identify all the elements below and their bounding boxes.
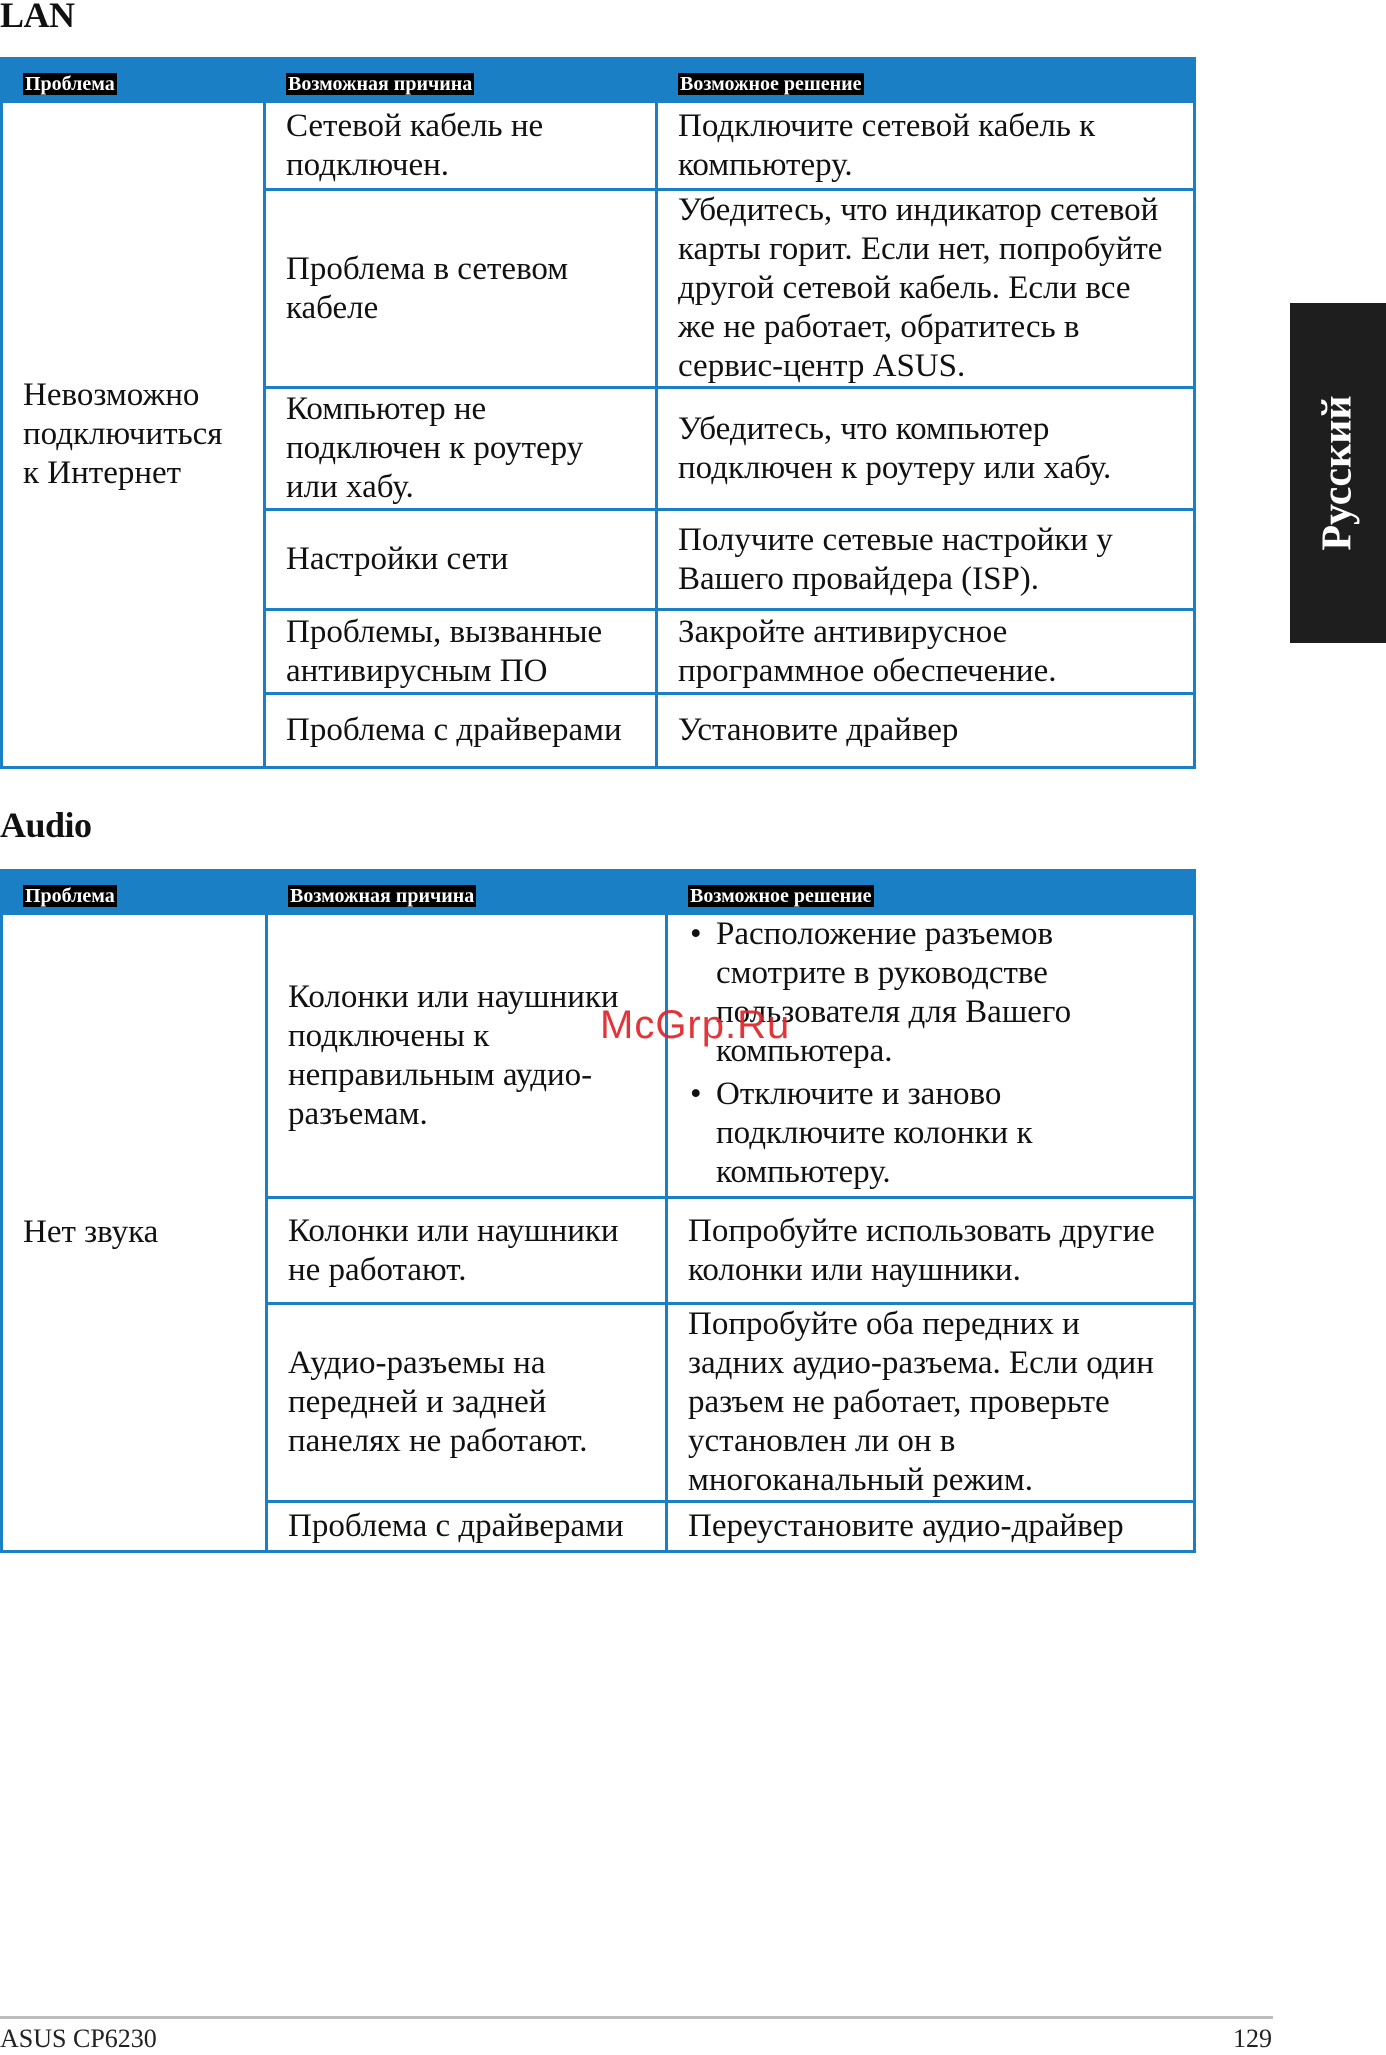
table-header-row <box>2 59 1195 102</box>
problem-cell: Невозможно подключиться к Интернет <box>2 102 265 768</box>
solution-cell <box>667 914 1195 1198</box>
footer-model-name: ASUS CP6230 <box>0 2024 157 2053</box>
watermark-logo: McGrp.Ru <box>600 1003 791 1047</box>
solution-cell: Убедитесь, что компьютер подключен к роутеру или хабу. <box>657 388 1195 510</box>
cause-cell: Сетевой кабель не подключен. <box>265 102 657 190</box>
header-cause: Возможная причина <box>265 59 657 102</box>
list-item: • Отключите и заново подключите колонки к компьютеру. <box>716 1075 1175 1192</box>
solution-cell: Установите драйвер <box>657 694 1195 768</box>
header-solution: Возможное решение <box>667 871 1195 914</box>
language-side-tab <box>1290 303 1386 643</box>
page-number: 129 <box>1233 2024 1272 2053</box>
lan-section-title: LAN <box>0 0 75 35</box>
header-problem: Проблема <box>2 59 265 102</box>
cause-cell: Аудио-разъемы на передней и задней панелях не работают. <box>267 1304 667 1502</box>
solution-cell: Убедитесь, что индикатор сетевой карты горит. Если нет, попробуйте другой сетевой кабель. Если все же не работает, обратитесь в сервис-центр ASUS. <box>657 190 1195 388</box>
problem-cell: Нет звука <box>2 914 267 1552</box>
header-cause: Возможная причина <box>267 871 667 914</box>
list-item: • Расположение разъемов смотрите в руководстве пользователя для Вашего компьютера. <box>716 915 1175 1071</box>
audio-section-title: Audio <box>0 805 92 845</box>
cause-cell: Проблема с драйверами <box>265 694 657 768</box>
lan-troubleshooting-table <box>0 57 1196 769</box>
solution-cell: Переустановите аудио-драйвер <box>667 1502 1195 1552</box>
audio-troubleshooting-table <box>0 869 1196 1553</box>
solution-cell: Получите сетевые настройки у Вашего провайдера (ISP). <box>657 510 1195 610</box>
cause-cell: Проблема в сетевом кабеле <box>265 190 657 388</box>
solution-cell: Закройте антивирусное программное обеспечение. <box>657 610 1195 694</box>
cause-cell: Проблемы, вызванные антивирусным ПО <box>265 610 657 694</box>
table-row <box>2 102 1195 190</box>
solution-bullet-list <box>688 915 1175 1192</box>
header-solution: Возможное решение <box>657 59 1195 102</box>
table-header-row <box>2 871 1195 914</box>
cause-cell: Настройки сети <box>265 510 657 610</box>
header-problem: Проблема <box>2 871 267 914</box>
cause-cell: Проблема с драйверами <box>267 1502 667 1552</box>
cause-cell: Компьютер не подключен к роутеру или хабу. <box>265 388 657 510</box>
footer-divider <box>0 2016 1273 2019</box>
cause-cell: Колонки или наушники не работают. <box>267 1198 667 1304</box>
solution-cell: Попробуйте использовать другие колонки или наушники. <box>667 1198 1195 1304</box>
solution-cell: Подключите сетевой кабель к компьютеру. <box>657 102 1195 190</box>
language-tab-label: Русский <box>1315 395 1361 551</box>
cause-cell: Колонки или наушники подключены к неправильным аудио-разъемам. <box>267 914 667 1198</box>
table-row <box>2 914 1195 1198</box>
solution-cell: Попробуйте оба передних и задних аудио-разъема. Если один разъем не работает, проверьте установлен ли он в многоканальный режим. <box>667 1304 1195 1502</box>
